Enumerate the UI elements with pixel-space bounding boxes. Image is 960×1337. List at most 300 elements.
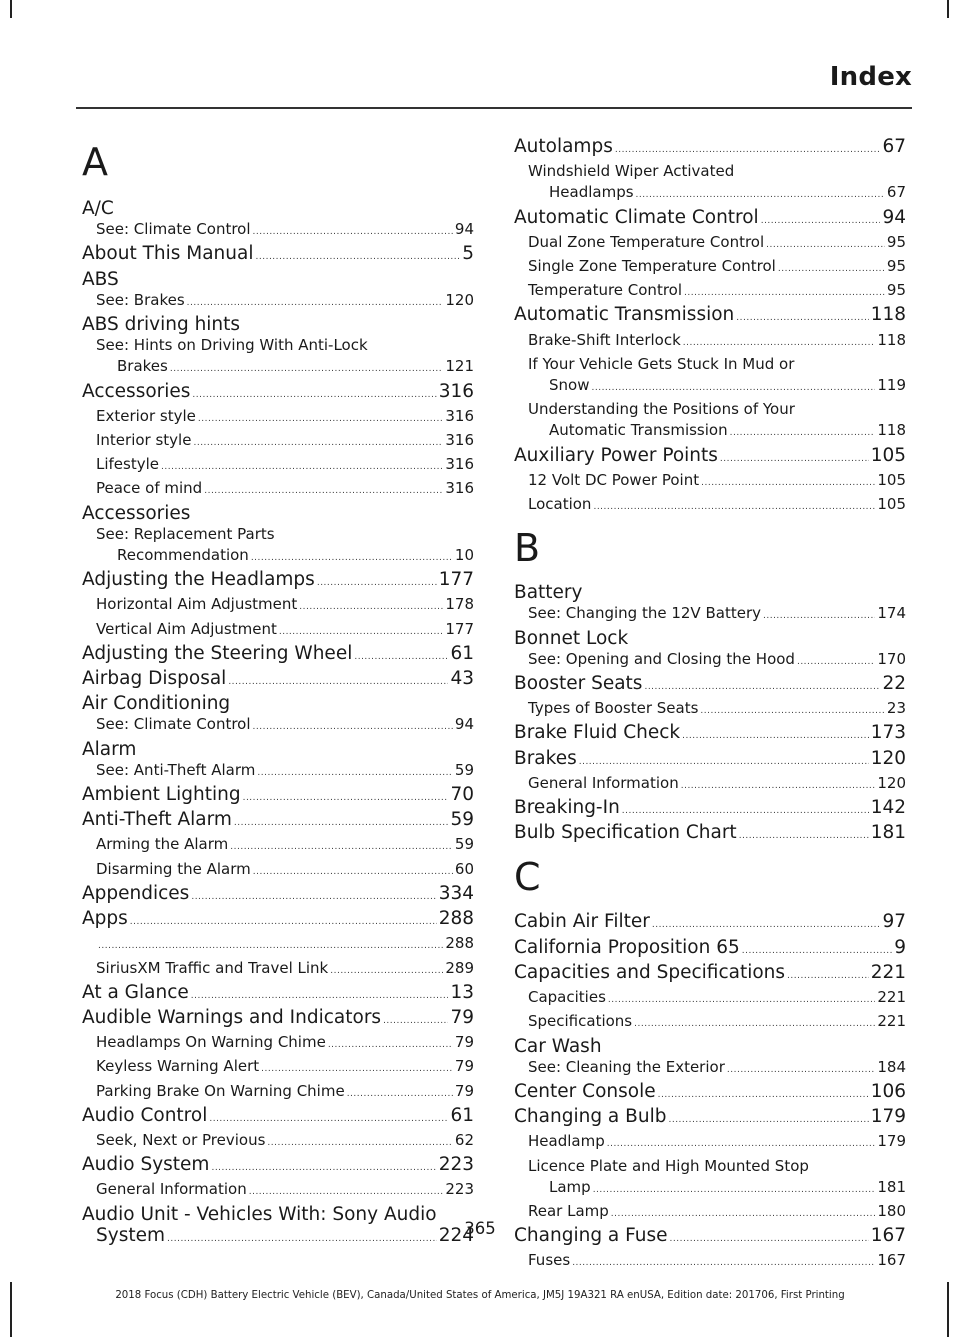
entry-label: Seek, Next or Previous [96,1130,266,1149]
index-subentry[interactable] [82,478,474,502]
index-subentry[interactable] [514,494,906,518]
entry-label: Recommendation [117,546,249,565]
page-ref: 67 [882,136,906,157]
entry-label: Capacities [528,988,606,1007]
index-entry[interactable] [82,1007,474,1032]
dot-leader [347,1084,453,1105]
index-subentry[interactable] [514,1057,906,1081]
entry-label: Fuses [528,1251,571,1270]
dot-leader [608,990,875,1011]
index-entry[interactable] [82,908,474,933]
page-ref: 105 [870,444,906,466]
page-ref: 79 [450,1006,474,1028]
entry-label: SiriusXM Traffic and Travel Link [96,958,329,977]
index-entry[interactable] [514,822,906,847]
dot-leader [328,1035,453,1056]
page-ref: 95 [886,257,906,276]
entry-label-line2 [528,182,906,206]
dot-leader [261,1059,453,1080]
dot-leader [193,433,443,454]
entry-label: Disarming the Alarm [96,859,251,878]
index-entry[interactable] [514,937,906,962]
index-subentry[interactable] [514,603,906,627]
index-subentry[interactable] [82,524,474,569]
index-subentry[interactable] [82,714,474,738]
dot-leader [209,1109,448,1130]
index-section [514,136,906,518]
entry-label: Headlamps [549,183,634,202]
entry-label-line2 [96,356,474,380]
index-heading[interactable]: ABS [82,268,119,290]
entry-label: Brakes [117,357,168,376]
entry-label: Audible Warnings and Indicators [82,1006,382,1028]
entry-label: Audio Control [82,1104,208,1126]
page-ref: 94 [454,220,474,239]
page-ref: 177 [445,619,474,638]
page-ref: 79 [454,1081,474,1100]
page-ref: 288 [445,934,474,953]
entry-label: Accessories [82,380,191,402]
index-subentry[interactable] [514,1156,906,1201]
entry-label: See: Opening and Closing the Hood [528,649,795,668]
entry-label: See: Climate Control [96,715,251,734]
page-ref: 70 [450,784,474,806]
index-subentry[interactable] [82,859,474,883]
index-entry[interactable] [82,569,474,594]
page-ref: 79 [454,1033,474,1052]
entry-label-line2 [528,420,906,444]
index-subentry[interactable] [514,1131,906,1155]
index-subentry[interactable] [514,649,906,673]
page-ref: 120 [877,773,906,792]
page-ref: 95 [886,281,906,300]
index-subentry[interactable] [514,399,906,444]
dot-leader [317,573,437,594]
entry-label: Capacities and Specifications [514,961,786,983]
entry-label: See: Brakes [96,290,185,309]
page-ref: 316 [438,380,474,402]
dot-leader [228,672,448,693]
entry-label: Types of Booster Seats [528,699,699,718]
entry-label: Brake Fluid Check [514,722,681,744]
entry-label: See: Changing the 12V Battery [528,604,761,623]
page-ref: 142 [870,797,906,819]
page-ref: 22 [882,673,906,695]
dot-leader [736,308,868,329]
index-subentry[interactable] [82,619,474,643]
index-subentry[interactable] [82,958,474,982]
index-entry[interactable] [514,911,906,936]
entry-label: Automatic Transmission [549,421,728,440]
entry-label: Headlamps On Warning Chime [96,1033,326,1052]
dot-leader [204,481,443,502]
dot-leader [191,887,436,908]
index-subentry[interactable] [514,161,906,206]
page-ref: 59 [450,809,474,831]
page-ref: 13 [450,981,474,1003]
page-ref: 121 [445,357,474,376]
page-ref: 223 [438,1154,474,1176]
dot-leader [130,912,437,933]
index-entry[interactable] [82,668,474,693]
index-subentry[interactable] [82,933,474,957]
entry-label: Location [528,495,592,514]
page-ref: 178 [445,595,474,614]
page-title: Index [829,62,912,92]
index-subentry[interactable] [514,698,906,722]
entry-label-line1: See: Replacement Parts [96,524,275,543]
index-entry[interactable] [82,809,474,834]
dot-leader [658,1085,869,1106]
page-ref: 119 [877,376,906,395]
dot-leader [267,1133,452,1154]
entry-label: Autolamps [514,136,613,157]
page-ref: 97 [882,911,906,933]
section-letter-a: A [82,140,108,184]
index-entry[interactable] [82,243,474,268]
dot-leader [700,701,885,722]
index-heading[interactable]: Car Wash [514,1035,602,1057]
page-ref: 288 [438,908,474,930]
page-ref: 174 [877,604,906,623]
dot-leader [257,763,453,784]
entry-label: Changing a Bulb [514,1106,667,1128]
entry-label: Parking Brake On Warning Chime [96,1081,345,1100]
page-ref: 120 [445,290,474,309]
page-ref: 316 [445,479,474,498]
entry-label: System [96,1224,165,1246]
page-ref: 173 [870,722,906,744]
entry-label: Rear Lamp [528,1201,609,1220]
dot-leader [634,1014,875,1035]
index-subentry[interactable] [514,1250,906,1274]
dot-leader [797,652,875,673]
dot-leader [739,826,869,847]
entry-label-line1: See: Hints on Driving With Anti-Lock [96,336,368,355]
index-subentry[interactable] [82,760,474,784]
index-entry[interactable] [514,1106,906,1131]
dot-leader [727,1060,875,1081]
entry-label: Breaking-In [514,797,620,819]
index-entry[interactable] [82,883,474,908]
entry-label-line1: Audio Unit - Vehicles With: Sony Audio [82,1203,437,1225]
page-ref: 62 [454,1130,474,1149]
entry-label-line2 [528,375,906,399]
index-section [514,582,906,847]
page-ref: 177 [438,569,474,591]
entry-label: Automatic Transmission [514,304,735,326]
index-entry[interactable] [82,381,474,406]
index-subentry[interactable] [514,1011,906,1035]
index-entry[interactable] [514,722,906,747]
index-subentry[interactable] [82,1179,474,1203]
dot-leader [256,247,461,268]
page-ref: 180 [877,1201,906,1220]
dot-leader [778,259,885,280]
dot-leader [572,1253,875,1274]
index-subentry[interactable] [82,1056,474,1080]
index-entry[interactable] [82,784,474,809]
page-ref: 60 [454,859,474,878]
entry-label: Cabin Air Filter [514,911,650,933]
page-ref: 94 [454,715,474,734]
dot-leader [766,235,885,256]
entry-label: Headlamp [528,1132,605,1151]
page-ref: 289 [445,958,474,977]
page-ref: 221 [870,961,906,983]
index-subentry[interactable] [514,987,906,1011]
entry-label: California Proposition 65 [514,936,740,958]
entry-label: Keyless Warning Alert [96,1057,260,1076]
page-ref: 61 [450,642,474,664]
index-entry[interactable] [514,962,906,987]
dot-leader [251,548,453,569]
header-rule [76,107,912,109]
index-subentry[interactable] [514,470,906,494]
dot-leader [354,647,448,668]
dot-leader [192,385,436,406]
dot-leader [607,1134,876,1155]
entry-label: Anti-Theft Alarm [82,809,232,831]
dot-leader [636,185,885,206]
dot-leader [243,788,449,809]
index-heading[interactable]: A/C [82,198,114,219]
page-ref: 221 [877,988,906,1007]
entry-label: Arming the Alarm [96,835,229,854]
index-entry[interactable] [514,797,906,822]
index-subentry[interactable] [82,406,474,430]
entry-label: Brake-Shift Interlock [528,330,681,349]
index-heading[interactable]: Accessories [82,502,191,524]
entry-label-line1: If Your Vehicle Gets Stuck In Mud or [528,354,795,373]
index-entry[interactable] [514,673,906,698]
index-heading[interactable]: ABS driving hints [82,314,241,336]
entry-label: Appendices [82,882,190,904]
index-subentry[interactable] [82,335,474,380]
entry-label: See: Cleaning the Exterior [528,1057,725,1076]
index-subentry[interactable] [82,1081,474,1105]
index-subentry[interactable] [82,454,474,478]
entry-label-line1: Understanding the Positions of Your [528,400,795,419]
section-letter-c: C [514,855,541,900]
page-ref: 59 [454,760,474,779]
dot-leader [170,359,444,380]
dot-leader [330,961,443,982]
page-ref: 316 [445,455,474,474]
index-entry[interactable] [514,748,906,773]
index-subentry[interactable] [514,256,906,280]
dot-leader [161,457,443,478]
entry-label: Adjusting the Headlamps [82,569,315,591]
dot-leader [683,333,876,354]
page-ref: 94 [882,206,906,228]
index-subentry[interactable] [514,773,906,797]
entry-label: General Information [528,773,679,792]
dot-leader [615,140,881,161]
dot-leader [742,941,892,962]
index-entry[interactable] [514,1081,906,1106]
entry-label: 12 Volt DC Power Point [528,470,700,489]
dot-leader [652,915,881,936]
index-heading[interactable]: Air Conditioning [82,693,231,715]
edition-footer: 2018 Focus (CDH) Battery Electric Vehicle (BEV), Canada/United States of America, JM5J 19A321 RA enUSA, Edition date: 201706, First Printing [115,1290,845,1301]
page-ref: 224 [438,1224,474,1246]
dot-leader [579,752,869,773]
index-subentry[interactable] [514,330,906,354]
dot-leader [230,837,453,858]
index-subentry[interactable] [514,232,906,256]
index-heading[interactable]: Alarm [82,738,137,760]
entry-label: Lifestyle [96,455,160,474]
page-ref: 179 [870,1106,906,1128]
index-entry[interactable] [514,304,906,329]
page-ref: 221 [877,1012,906,1031]
dot-leader [253,717,453,738]
page-ref: 118 [870,304,906,326]
entry-label: Interior style [96,431,192,450]
dot-leader [787,966,869,987]
page-ref: 9 [894,936,906,958]
page-ref: 105 [877,495,906,514]
page-ref: 79 [454,1057,474,1076]
dot-leader [98,936,443,957]
entry-label-line2 [96,545,474,569]
index-entry[interactable] [514,445,906,470]
dot-leader [593,1180,876,1201]
entry-label: Lamp [549,1177,591,1196]
dot-leader [701,473,875,494]
page-ref: 23 [886,699,906,718]
dot-leader [644,677,880,698]
entry-label: Dual Zone Temperature Control [528,232,765,251]
index-subentry[interactable] [82,834,474,858]
index-subentry[interactable] [514,280,906,304]
page-ref: 59 [454,835,474,854]
dot-leader [191,986,449,1007]
index-sections-right [514,136,906,1275]
page-ref: 105 [877,470,906,489]
index-subentry[interactable] [82,219,474,243]
page-ref: 316 [445,431,474,450]
dot-leader [682,726,869,747]
entry-label: Single Zone Temperature Control [528,257,776,276]
index-entry[interactable] [514,136,906,161]
page-ref: 184 [877,1057,906,1076]
index-subentry[interactable] [82,430,474,454]
page-ref: 10 [454,546,474,565]
crop-mark-top-right [947,0,949,18]
dot-leader [761,211,881,232]
entry-label: Changing a Fuse [514,1225,668,1247]
page-ref: 5 [462,243,474,265]
page-ref: 95 [886,232,906,251]
page-ref: 43 [450,668,474,690]
page-ref: 61 [450,1104,474,1126]
dot-leader [249,1182,444,1203]
dot-leader [684,283,885,304]
entry-label: Audio System [82,1154,210,1176]
page-ref: 167 [877,1251,906,1270]
index-subentry[interactable] [82,594,474,618]
entry-label: Vertical Aim Adjustment [96,619,277,638]
index-entry[interactable] [82,1154,474,1179]
page-ref: 118 [877,330,906,349]
page-ref: 181 [877,1177,906,1196]
entry-label: See: Climate Control [96,220,251,239]
dot-leader [763,606,875,627]
index-entry[interactable] [514,207,906,232]
index-subentry[interactable] [514,354,906,399]
entry-label: Booster Seats [514,673,643,695]
entry-label: Exterior style [96,406,196,425]
index-entry[interactable] [82,982,474,1007]
entry-label: Specifications [528,1012,633,1031]
dot-leader [234,813,449,834]
dot-leader [279,622,444,643]
index-entry[interactable] [82,643,474,668]
crop-mark-top-left [10,0,12,18]
page-ref: 167 [870,1225,906,1247]
index-column-left [82,136,474,1250]
index-heading[interactable]: Battery [514,582,583,604]
dot-leader [593,497,875,518]
page-ref: 316 [445,406,474,425]
entry-label: General Information [96,1180,247,1199]
index-subentry[interactable] [82,290,474,314]
dot-leader [299,597,443,618]
entry-label: See: Anti-Theft Alarm [96,760,256,779]
entry-label: At a Glance [82,981,189,1003]
index-subentry[interactable] [82,1130,474,1154]
dot-leader [211,1158,436,1179]
page-ref: 181 [870,822,906,844]
entry-label: About This Manual [82,243,254,265]
dot-leader [383,1011,448,1032]
dot-leader [668,1110,868,1131]
entry-label: Automatic Climate Control [514,206,759,228]
entry-label: Temperature Control [528,281,683,300]
index-heading[interactable]: Bonnet Lock [514,627,629,649]
index-column-right [514,136,906,1275]
index-subentry[interactable] [82,1032,474,1056]
entry-label: Airbag Disposal [82,668,227,690]
page-ref: 106 [870,1080,906,1102]
entry-label-line2 [528,1177,906,1201]
dot-leader [253,862,453,883]
index-entries-left [82,198,474,1250]
entry-label: Snow [549,376,590,395]
page-ref: 179 [877,1132,906,1151]
index-entry[interactable] [82,1105,474,1130]
page-ref: 67 [886,183,906,202]
page-ref: 118 [877,421,906,440]
entry-label: Peace of mind [96,479,203,498]
page-number: 365 [464,1219,496,1238]
section-letter-b: B [514,526,541,571]
entry-label: Horizontal Aim Adjustment [96,595,298,614]
dot-leader [253,222,453,243]
page-ref: 223 [445,1180,474,1199]
entry-label: Brakes [514,747,577,769]
page-ref: 120 [870,747,906,769]
dot-leader [720,449,869,470]
entry-label: Adjusting the Steering Wheel [82,642,353,664]
entry-label: Auxiliary Power Points [514,444,718,466]
dot-leader [591,378,875,399]
entry-label-line1: Windshield Wiper Activated [528,162,735,181]
dot-leader [622,801,869,822]
entry-label: Ambient Lighting [82,784,241,806]
